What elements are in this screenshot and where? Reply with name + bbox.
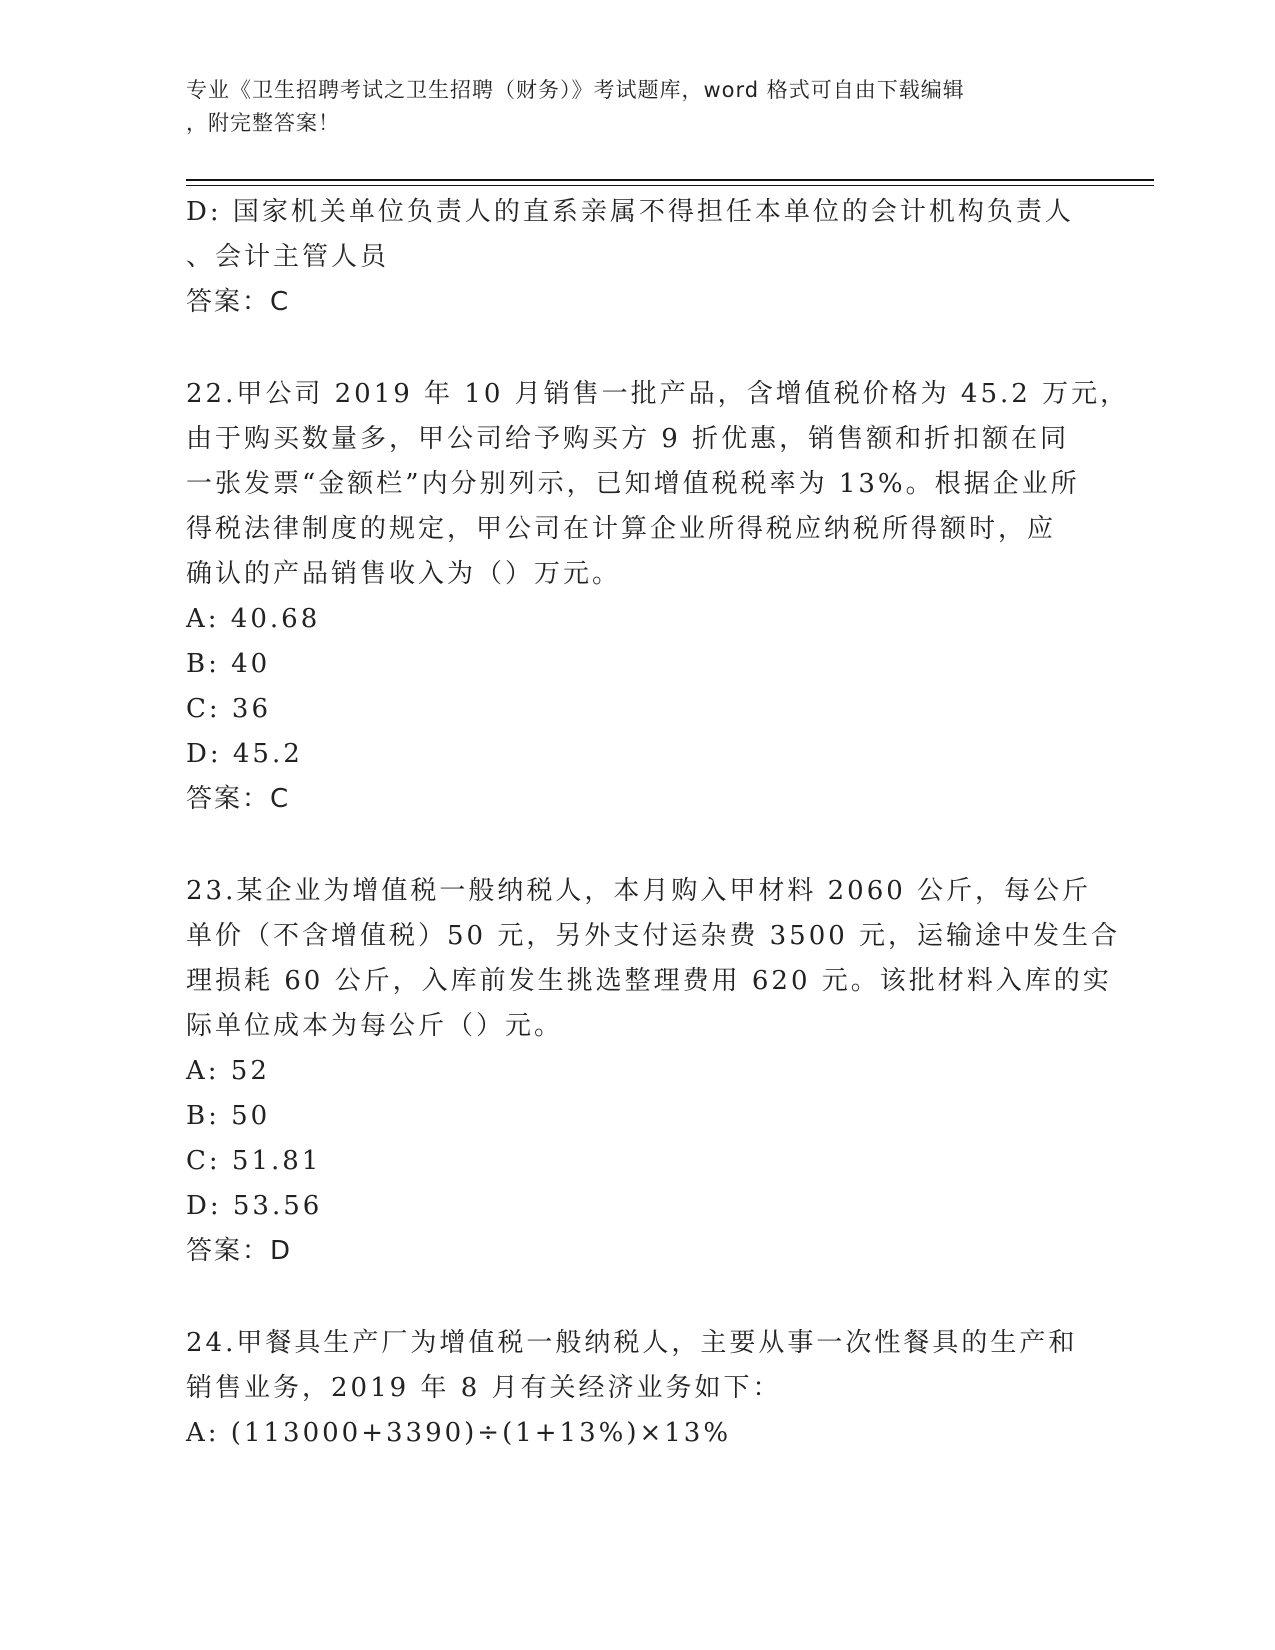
- question-22-stem-line: 得税法律制度的规定，甲公司在计算企业所得税应纳税所得额时，应: [186, 514, 1057, 544]
- question-23-option-a: A: 52: [186, 1056, 270, 1086]
- answer-23: 答案：D: [186, 1236, 293, 1266]
- document-header: [186, 74, 1086, 140]
- header-divider-bottom: [186, 185, 1154, 186]
- header-line-2: ，附完整答案！: [186, 111, 340, 135]
- question-23-stem-line: 理损耗 60 公斤，入库前发生挑选整理费用 620 元。该批材料入库的实: [186, 966, 1112, 996]
- question-23-stem-line: 单价（不含增值税）50 元，另外支付运杂费 3500 元，运输途中发生合: [186, 921, 1121, 951]
- header-divider-top: [186, 179, 1154, 181]
- question-22: [186, 372, 1130, 822]
- question-24-stem-line: 24.甲餐具生产厂为增值税一般纳税人，主要从事一次性餐具的生产和: [186, 1328, 1078, 1358]
- header-line-1: 专业《卫生招聘考试之卫生招聘（财务）》考试题库，word 格式可自由下载编辑: [186, 78, 965, 102]
- question-23-stem-line: 23.某企业为增值税一般纳税人，本月购入甲材料 2060 公斤，每公斤: [186, 876, 1092, 906]
- question-22-option-b: B: 40: [186, 649, 271, 679]
- answer-22: 答案：C: [186, 784, 291, 814]
- question-23-option-b: B: 50: [186, 1101, 271, 1131]
- question-22-option-c: C: 36: [186, 694, 272, 724]
- question-22-option-d: D: 45.2: [186, 739, 303, 769]
- question-22-stem-line: 由于购买数量多，甲公司给予购买方 9 折优惠，销售额和折扣额在同: [186, 424, 1070, 454]
- question-23-stem-line: 际单位成本为每公斤（）元。: [186, 1011, 564, 1041]
- question-24: [186, 1321, 1086, 1456]
- spacer: [186, 325, 1086, 372]
- question-23: [186, 869, 1121, 1274]
- question-24-stem-line: 销售业务，2019 年 8 月有关经济业务如下：: [186, 1373, 782, 1403]
- question-22-stem-line: 一张发票“金额栏”内分别列示，已知增值税税率为 13%。根据企业所: [186, 469, 1080, 499]
- option-d-line-1: D: 国家机关单位负责人的直系亲属不得担任本单位的会计机构负责人: [186, 197, 1074, 227]
- option-d-line-2: 、会计主管人员: [186, 242, 390, 272]
- question-23-option-c: C: 51.81: [186, 1146, 322, 1176]
- spacer: [186, 822, 1086, 869]
- document-body: [186, 190, 1130, 1456]
- question-22-stem-line: 22.甲公司 2019 年 10 月销售一批产品，含增值税价格为 45.2 万元，: [186, 379, 1130, 409]
- answer-21: 答案：C: [186, 287, 291, 317]
- spacer: [186, 1274, 1086, 1321]
- question-22-stem-line: 确认的产品销售收入为（）万元。: [186, 559, 622, 589]
- question-23-option-d: D: 53.56: [186, 1191, 323, 1221]
- question-24-option-a: A: (113000+3390)÷(1+13%)×13%: [186, 1418, 732, 1448]
- question-22-option-a: A: 40.68: [186, 604, 321, 634]
- question-fragment-21: [186, 190, 1086, 325]
